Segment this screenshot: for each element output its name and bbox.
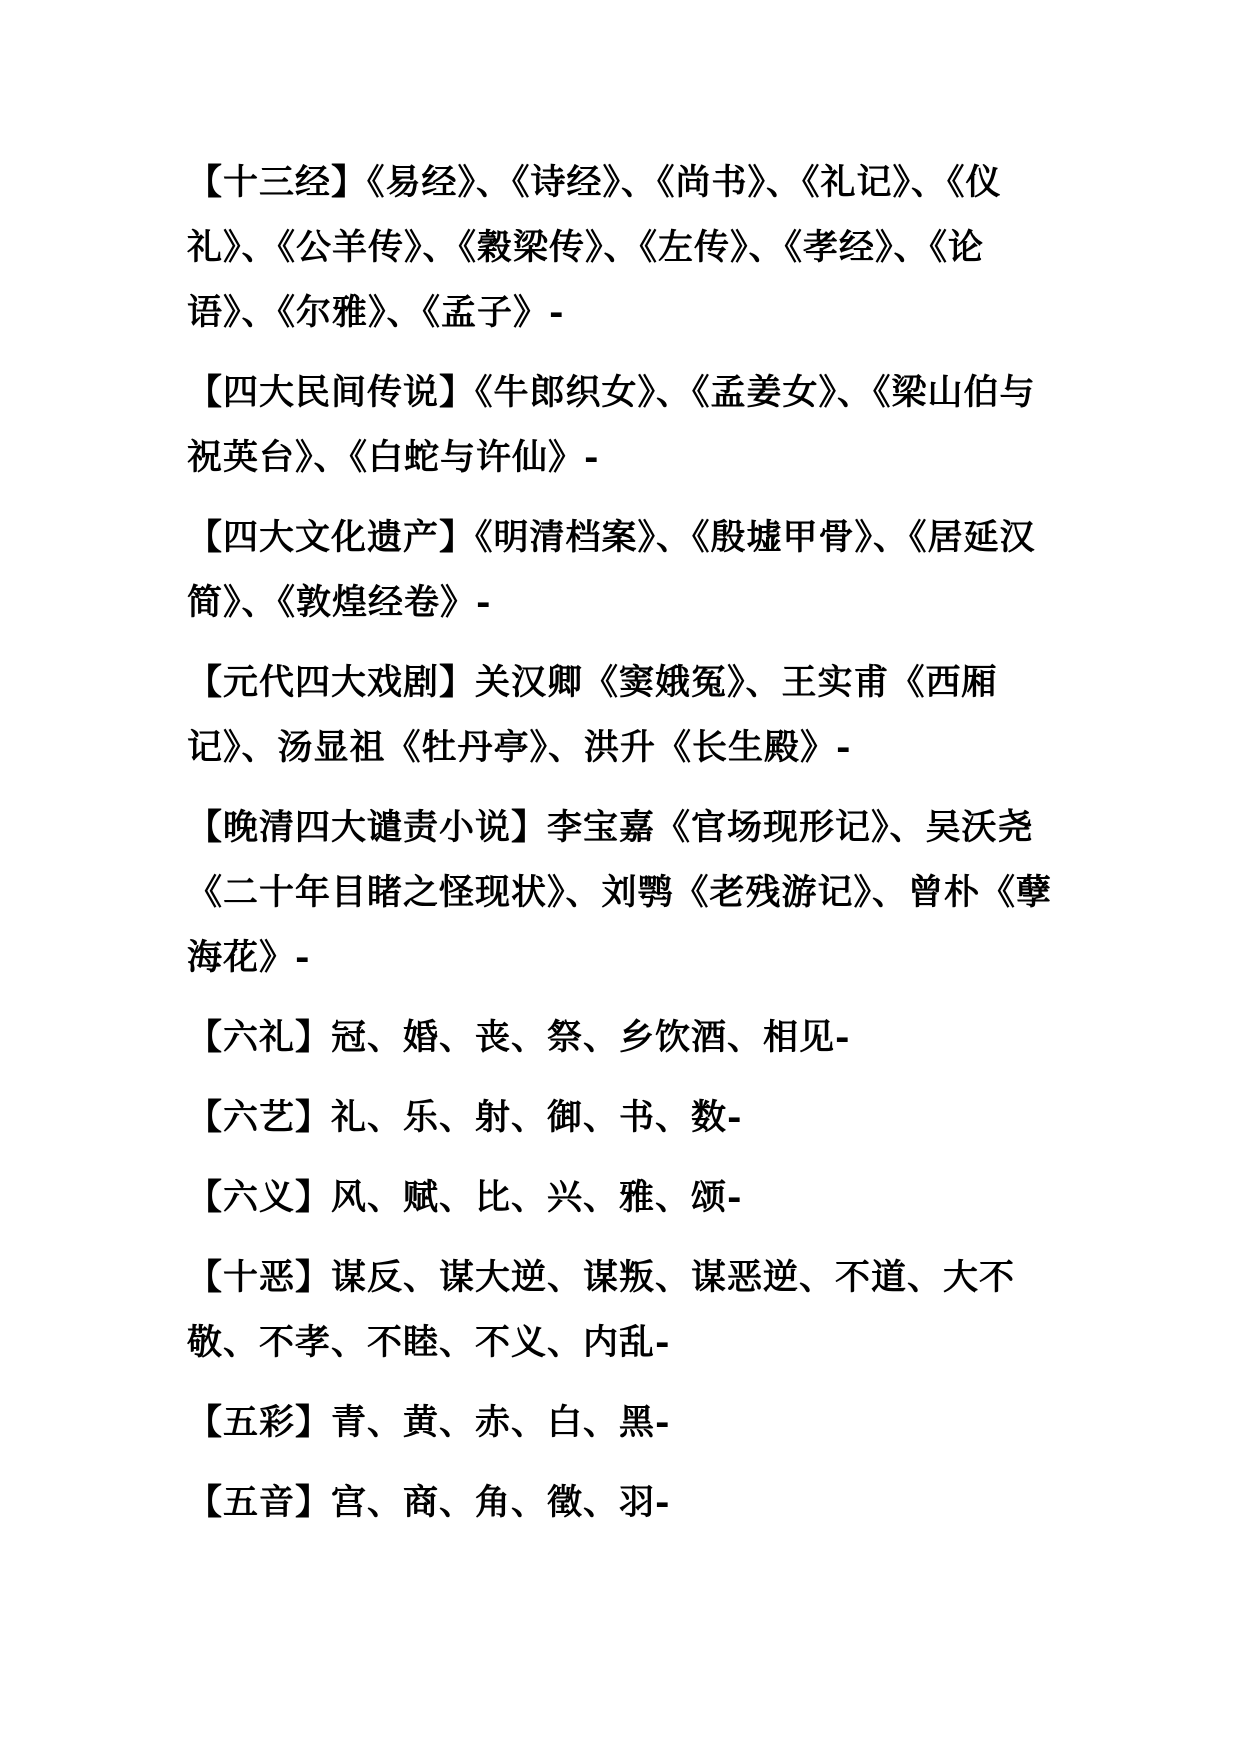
entry-text: 宫、商、角、徵、羽-: [331, 1482, 671, 1523]
entry-heading: 【五彩】: [187, 1402, 332, 1443]
entry-text: 青、黄、赤、白、黑-: [331, 1402, 671, 1443]
entry-heading: 【元代四大戏剧】: [187, 662, 476, 703]
entry-text: 谋反、谋大逆、谋叛、谋恶逆、不道、大不敬、不孝、不睦、不义、内乱-: [187, 1257, 1016, 1363]
entry-heading: 【五音】: [187, 1482, 332, 1523]
entry-liuli: [187, 1005, 1057, 1070]
entry-text: 冠、婚、丧、祭、乡饮酒、相见-: [331, 1017, 851, 1058]
entry-shisanjing: [187, 150, 1057, 345]
entry-wucai: [187, 1390, 1057, 1455]
entry-text: 《易经》、《诗经》、《尚书》、《礼记》、《仪礼》、《公羊传》、《穀梁传》、《左传》、《孝经》、《论语》、《尔雅》、《孟子》-: [187, 162, 1002, 333]
entry-text: 李宝嘉《官场现形记》、吴沃尧《二十年目睹之怪现状》、刘鹗《老残游记》、曾朴《孽海花》-: [187, 807, 1053, 978]
entry-heading: 【十三经】: [187, 162, 368, 203]
entry-heading: 【四大文化遗产】: [187, 517, 476, 558]
document-body: [187, 150, 1057, 1550]
entry-heading: 【四大民间传说】: [187, 372, 476, 413]
entry-si-da-wenhua-yichan: [187, 505, 1057, 635]
entry-text: 《明清档案》、《殷墟甲骨》、《居延汉简》、《敦煌经卷》-: [187, 517, 1036, 623]
entry-text: 风、赋、比、兴、雅、颂-: [331, 1177, 743, 1218]
entry-text: 礼、乐、射、御、书、数-: [331, 1097, 743, 1138]
entry-wuyin: [187, 1470, 1057, 1535]
entry-liuyi-arts: [187, 1085, 1057, 1150]
entry-wanqing-qianze-xiaoshuo: [187, 795, 1057, 990]
entry-heading: 【晚清四大谴责小说】: [187, 807, 548, 848]
entry-liuyi-poetics: [187, 1165, 1057, 1230]
entry-heading: 【十恶】: [187, 1257, 332, 1298]
entry-heading: 【六艺】: [187, 1097, 332, 1138]
entry-shie: [187, 1245, 1057, 1375]
entry-text: 关汉卿《窦娥冤》、王实甫《西厢记》、汤显祖《牡丹亭》、洪升《长生殿》-: [187, 662, 998, 768]
entry-yuandai-si-da-xiju: [187, 650, 1057, 780]
entry-text: 《牛郎织女》、《孟姜女》、《梁山伯与祝英台》、《白蛇与许仙》-: [187, 372, 1036, 478]
entry-si-da-minjian-chuanshuo: [187, 360, 1057, 490]
entry-heading: 【六义】: [187, 1177, 332, 1218]
entry-heading: 【六礼】: [187, 1017, 332, 1058]
